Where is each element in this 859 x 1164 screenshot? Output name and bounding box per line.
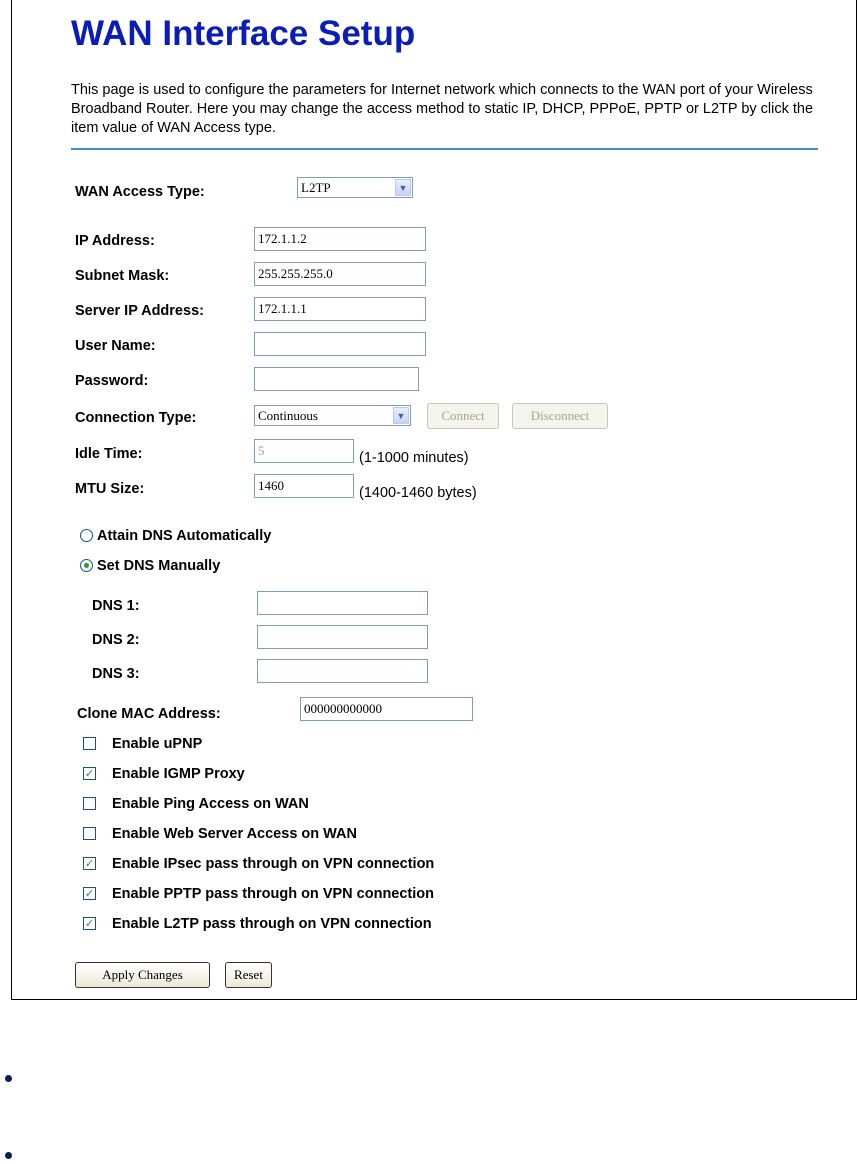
reset-button[interactable]: Reset	[225, 962, 272, 988]
subnet-mask-label: Subnet Mask:	[75, 268, 170, 284]
connection-type-label: Connection Type:	[75, 410, 197, 426]
dns-auto-radio[interactable]	[80, 529, 93, 542]
mtu-size-hint: (1400-1460 bytes)	[359, 485, 477, 501]
enable-web-server-access-checkbox[interactable]	[83, 827, 96, 840]
dns-auto-label: Attain DNS Automatically	[97, 528, 272, 544]
wan-access-type-select[interactable]	[297, 177, 413, 198]
user-name-input[interactable]	[254, 332, 426, 356]
ip-address-label: IP Address:	[75, 233, 155, 249]
bullet-icon	[5, 1152, 12, 1159]
server-ip-label: Server IP Address:	[75, 303, 204, 319]
dns3-input[interactable]	[257, 659, 428, 683]
page-title: WAN Interface Setup	[71, 14, 416, 53]
wan-access-type-value: L2TP	[301, 180, 331, 195]
enable-l2tp-passthrough-checkbox[interactable]: ✓	[84, 917, 95, 930]
idle-time-label: Idle Time:	[75, 446, 143, 462]
enable-ping-access-checkbox[interactable]	[83, 797, 96, 810]
connection-type-select[interactable]	[254, 405, 411, 426]
divider	[71, 148, 818, 150]
dns2-input[interactable]	[257, 625, 428, 649]
dns-manual-radio[interactable]	[80, 559, 93, 572]
page-description: This page is used to configure the parameters for Internet network which connects to the WAN port of your Wireless Broadband Router. Here you may change the access method to static IP, DHCP, PPPoE, PPTP or L2TP by click the item value of WAN Access type.	[71, 82, 814, 136]
password-label: Password:	[75, 373, 149, 389]
enable-upnp-label: Enable uPNP	[112, 736, 203, 752]
idle-time-input[interactable]	[254, 439, 354, 463]
mtu-size-input[interactable]	[254, 474, 354, 498]
dns2-label: DNS 2:	[92, 632, 140, 648]
subnet-mask-input[interactable]	[254, 262, 426, 286]
enable-ipsec-passthrough-label: Enable IPsec pass through on VPN connection	[112, 856, 435, 872]
enable-pptp-passthrough-label: Enable PPTP pass through on VPN connection	[112, 886, 434, 902]
chevron-down-icon[interactable]: ▼	[393, 407, 409, 424]
wan-access-type-label: WAN Access Type:	[75, 184, 205, 200]
enable-igmp-proxy-label: Enable IGMP Proxy	[112, 766, 245, 782]
idle-time-hint: (1-1000 minutes)	[359, 450, 469, 466]
enable-l2tp-passthrough-label: Enable L2TP pass through on VPN connection	[112, 916, 432, 932]
dns1-label: DNS 1:	[92, 598, 140, 614]
enable-igmp-proxy-checkbox[interactable]: ✓	[84, 767, 95, 780]
dns3-label: DNS 3:	[92, 666, 140, 682]
bullet-icon	[5, 1075, 12, 1082]
password-input[interactable]	[254, 367, 419, 391]
chevron-down-icon[interactable]: ▼	[395, 179, 411, 196]
enable-pptp-passthrough-checkbox[interactable]: ✓	[84, 887, 95, 900]
ip-address-input[interactable]	[254, 227, 426, 251]
disconnect-button[interactable]: Disconnect	[512, 403, 608, 429]
connect-button[interactable]: Connect	[427, 403, 499, 429]
clone-mac-label: Clone MAC Address:	[77, 706, 221, 722]
server-ip-input[interactable]	[254, 297, 426, 321]
mtu-size-label: MTU Size:	[75, 481, 145, 497]
connection-type-value: Continuous	[258, 408, 318, 423]
apply-changes-button[interactable]: Apply Changes	[75, 962, 210, 988]
enable-web-server-access-label: Enable Web Server Access on WAN	[112, 826, 357, 842]
enable-upnp-checkbox[interactable]	[83, 737, 96, 750]
enable-ipsec-passthrough-checkbox[interactable]: ✓	[84, 857, 95, 870]
dns-manual-label: Set DNS Manually	[97, 558, 221, 574]
clone-mac-input[interactable]	[300, 697, 473, 721]
user-name-label: User Name:	[75, 338, 156, 354]
dns1-input[interactable]	[257, 591, 428, 615]
enable-ping-access-label: Enable Ping Access on WAN	[112, 796, 309, 812]
